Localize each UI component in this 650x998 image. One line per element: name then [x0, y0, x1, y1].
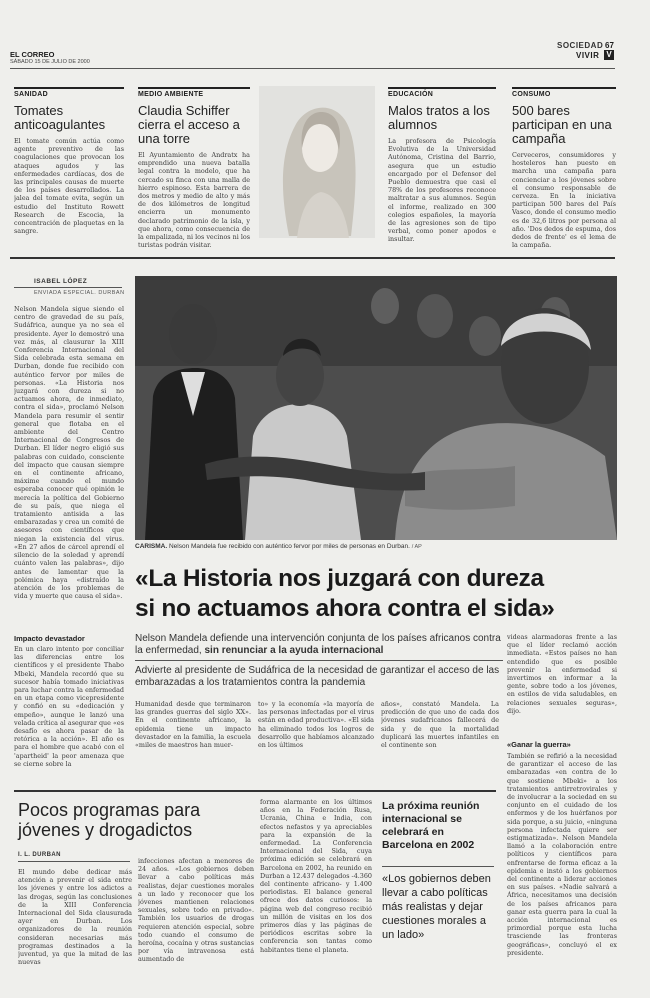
schiffer-portrait-illustration — [259, 86, 375, 238]
brief-sanidad — [14, 87, 124, 243]
brief-section-label: CONSUMO — [512, 87, 616, 98]
brief-section-label: EDUCACIÓN — [388, 87, 496, 98]
section-name: SOCIEDAD — [557, 41, 604, 50]
article-subhead: Impacto devastador — [14, 634, 85, 643]
sidebar-title — [18, 800, 278, 840]
pullquote-gobiernos: «Los gobiernos deben llevar a cabo políticas más realistas y dejar cuestiones morales a un lado» — [382, 873, 491, 941]
photo-credit: / AP — [411, 544, 422, 550]
deck-1 — [135, 633, 503, 657]
brief-section-label: MEDIO AMBIENTE — [138, 87, 250, 98]
brief-body: El tomate común actúa como agente preventivo de las coagulaciones que provocan los ataques agudos y las enfermedades cardíacas, dos de las principales causas de muerte de los países desarrollados. La jalea del tomate evita, según un estudio del Instituto Rowett Research de Escocia, la concentración de plaquetas en la sangre. — [14, 137, 124, 236]
brief-title: Tomates anticoagulantes — [14, 103, 106, 132]
brief-medio-ambiente — [138, 87, 250, 255]
article-author: ISABEL LÓPEZ — [34, 278, 88, 285]
brief-body: La profesora de Psicología Evolutiva de la Universidad Autónoma, Cristina del Barrio, asegura que un estudio encargado por el Defensor del Pueblo demuestra que casi el 78% de los profesores reconoce maltratar a sus alumnos. Según el informe, realizado en 300 colegios españoles, la mayoría de las agresiones son de tipo verbal, como poner apodos e insultar. — [388, 137, 496, 244]
right-subhead: «Ganar la guerra» — [507, 740, 571, 749]
brief-title: 500 bares participan en una campaña — [512, 103, 612, 146]
page-number: 67 — [605, 41, 614, 50]
brief-consumo — [512, 87, 616, 265]
briefs-bottom-rule — [10, 257, 615, 259]
sidebar-col1: El mundo debe dedicar más atención a prevenir el sida entre los jóvenes y entre los adictos a las drogas, según las conclusiones de la XIII Conferencia Internacional del Sida clausurada ayer en Durban. Los organizadores de la reunión consideran necesarias más programas destinados a la juventud, ya que la mitad de las nuevas — [18, 868, 132, 967]
brief-educacion — [388, 87, 496, 251]
article-right-col1: videas alarmadoras frente a las que el líder reclamó acción inmediata. «Estos países no han entendido que es posible prevenir la enfermedad si invertimos en informar a la gente, sobre todo a los jóvenes, en estilos de vida saludables, en relaciones sexuales seguras», dijo. — [507, 633, 617, 715]
article-mid-col1: Humanidad desde que terminaron las grandes guerras del siglo XX». En el continente africano, la epidemia tiene un impacto devastador en la familia, la escuela «miles de maestros han muer- — [135, 700, 251, 750]
sidebar-col3: forma alarmante en los últimos años en la Federación Rusa, Ucrania, China e India, con efectos nefastos y ya apreciables para la expansión de la enfermedad. La Conferencia Internacional del Sida, cuya próxima edición se celebrará en Barcelona en 2002, ha reunido en Durban a 12.437 delegados -4.360 del continente africano- y 1.400 periodistas. El balance general ofrece dos datos curiosos: la página web del congreso recibió un millón de visitas en los dos primeros días y las páginas de periódicos escritas sobre la conferencia son tantas como habitantes tiene el planeta. — [260, 798, 372, 954]
sidebar-author: I. L. DURBAN — [18, 852, 61, 858]
deck-1-emphasis: sin renunciar a la ayuda internacional — [204, 645, 384, 656]
author-rule — [14, 287, 122, 288]
sidebar-col2: infecciones afectan a menores de 24 años. «Los gobiernos deben llevar a cabo políticas más realistas, dejar cuestiones morales a un lado y reconocer que los jóvenes mantienen relaciones sexuales, sobre todo en privado». También los usuarios de drogas requieren atención especial, sobre todo cuando el consumo de heroína, cocaína y otras sustancias por vía intravenosa está aumentado de — [138, 857, 254, 964]
photo-caption-line — [135, 543, 617, 550]
caption-label: CARISMA. — [135, 543, 168, 550]
subsection-badge: V — [604, 50, 614, 60]
headline-line-2: si no actuamos ahora contra el sida» — [135, 595, 555, 622]
article-right-col2: También se refirió a la necesidad de garantizar el acceso de las embarazadas «en contra de lo que sostiene Mbeki» a los tratamientos antirretrovirales y de involucrar a la sociedad en su conjunto en el cuidado de los enfermos y de los huérfanos por sida porque, a su juicio, «ninguna persona infectada quiere ser estigmatizada». Nelson Mandela llamó a la colaboración entre políticos y científicos para enfrentarse de forma eficaz a la epidemia e instó a los gobiernos del continente a liderar acciones en sus países. «Nadie salvará a África, necesitamos una decisión de los países africanos para ganar esta guerra para la cual la acción internacional es primordial porque esta lucha trasciende las fronteras geográficas», concluyó el ex presidente. — [507, 752, 617, 957]
brief-title: Malos tratos a los alumnos — [388, 103, 490, 132]
sidebar-title-line-1: Pocos programas para — [18, 800, 201, 820]
mandela-photo-illustration — [135, 276, 617, 540]
photo-caption: Nelson Mandela fue recibido con auténtico fervor por miles de personas en Durban. — [168, 543, 410, 550]
brief-body: El Ayuntamiento de Andratx ha emprendido una nueva batalla legal contra la modelo, que ha cercado su finca con una malla de hierro espinoso. Esta barrera de dos metros y medio de alto y más de dos kilómetros de longitud encierra un monumento declarado patrimonio de la isla, y que ahora, como consecuencia de la empalizada, ni los vecinos ni los turistas podrán visitar. — [138, 151, 250, 250]
deck-rule — [135, 660, 503, 661]
author-role: ENVIADA ESPECIAL. DURBAN — [34, 290, 125, 296]
brief-body: Cerveceros, consumidores y hosteleros han puesto en marcha una campaña para concienciar a los jóvenes sobre el consumo responsable de cerveza. En la iniciativa participan 500 bares del País Vasco, donde el consumo medio es de 32,6 litros por persona al año. 'Dos dedos de espuma, dos dedos de frente' es el lema de la campaña. — [512, 151, 616, 250]
deck-2: Advierte al presidente de Sudáfrica de la necesidad de garantizar el acceso de las embarazadas a los tratamientos contra la pandemia — [135, 665, 500, 688]
deck-1-text: Nelson Mandela defiende una intervención conjunta de los países africanos contra la enfermedad, — [135, 633, 501, 656]
sidebar-title-line-2: jóvenes y drogadictos — [18, 820, 193, 840]
headline-line-1: «La Historia nos juzgará con dureza — [135, 565, 544, 592]
article-mid-col3: años», constató Mandela. La predicción de que uno de cada dos jóvenes sudafricanos fallecerá de sida y de que la mortalidad duplicará las muertes infantiles en el continente son — [381, 700, 499, 750]
pullquote-rule — [382, 866, 494, 867]
main-headline — [135, 564, 620, 624]
article-col1-body: Nelson Mandela sigue siendo el centro de gravedad de su país, Sudáfrica, aunque ya no sea el presidente. Ayer lo demostró una vez más, al clausurar la XIII Conferencia Internacional del Sida celebrada esta semana en Durban, donde fue recibido con auténtico fervor por miles de personas. «La Historia nos juzgará con dureza si no actuamos ahora, de inmediato, contra el sida», proclamó Nelson Mandela para resumir el sentir general que flotaba en el ambiente del Centro Internacional de Congresos de Durban. El líder negro eligió sus palabras con cuidado, consciente del impacto que causan siempre en el continente africano, máxime cuando el mundo esperaba conocer qué opinión le merecía la política del Gobierno de su país, que niega el tratamiento antisida a las embarazadas y crea un comité de asesores con científicos que niegan la existencia del virus. «En 27 años de cárcel aprendí el silencio de la soledad y aprendí cuánto valen las palabras», dijo antes de lamentar que la polémica haya «distraído la atención de los problemas de vida y muerte que causa el sida». — [14, 305, 124, 601]
brief-section-label: SANIDAD — [14, 87, 124, 98]
article-col1-body2: En un claro intento por conciliar las diferencias entre los científicos y el presidente Thabo Mbeki, Mandela recordó que su sucesor había tomado iniciativas para luchar contra la enfermedad en un etapa como vicepresidente y confió en su «dedicación y empeño», aunque le lanzó una velada crítica al asegurar que «es desafío es ahora pasar de la retórica a la acción». El año es para el hombre que acabó con el 'apartheid' la peor amenaza que se cierne sobre la — [14, 645, 124, 768]
paper-name: EL CORREO — [10, 50, 55, 59]
sidebar-author-rule — [18, 861, 130, 862]
brief-title: Claudia Schiffer cierra el acceso a una torre — [138, 103, 240, 146]
issue-date: SÁBADO 15 DE JULIO DE 2000 — [10, 59, 90, 65]
article-mid-col2: to» y la economía «la mayoría de las personas infectadas por el virus están en edad productiva». «El sida ha eliminado todos los logros de desarrollo que habíamos alcanzado en los últimos — [258, 700, 374, 750]
schiffer-photo — [259, 86, 375, 238]
masthead-rule — [10, 68, 615, 69]
subsection-name: VIVIR — [576, 51, 600, 60]
mandela-photo — [135, 276, 617, 540]
pullquote-barcelona: La próxima reunión internacional se celebrará en Barcelona en 2002 — [382, 800, 480, 851]
